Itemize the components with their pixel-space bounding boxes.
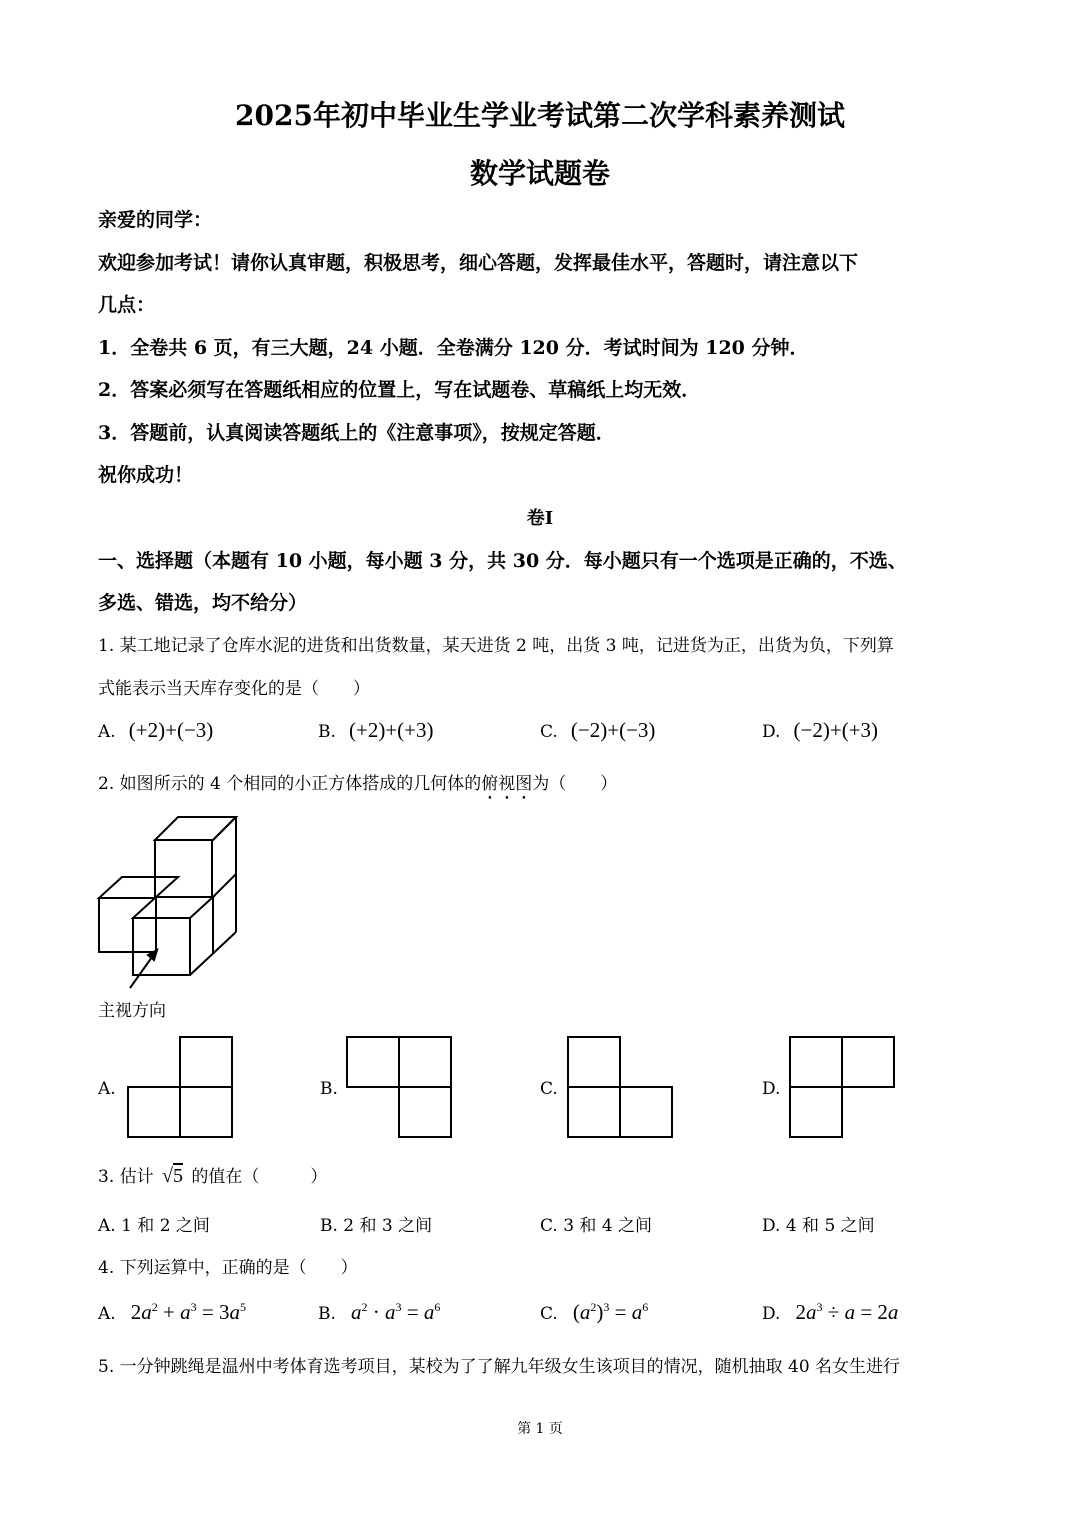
q1-option-a-expr: (+2)+(−3) — [128, 718, 214, 742]
note-3: 3．答题前，认真阅读答题纸上的《注意事项》，按规定答题． — [98, 422, 615, 444]
view-direction-caption: 主视方向 — [98, 1001, 166, 1021]
q4-option-c-expr: $(a^2)^3 = a^6$ — [572, 1300, 649, 1324]
q1-line-1: 1. 某工地记录了仓库水泥的进货和出货数量，某天进货 2 吨，出货 3 吨，记进货为正，出货为负，下列算 — [98, 636, 894, 656]
q4-option-d-expr: $2a^3 \div a = 2a$ — [795, 1300, 899, 1324]
greeting: 亲爱的同学： — [98, 209, 213, 231]
q4-option-b-label: B. — [318, 1304, 336, 1324]
q3-prefix: 3. 估计 — [98, 1167, 154, 1187]
q4-option-a-label: A. — [98, 1304, 116, 1324]
q1-option-d-label: D. — [762, 722, 781, 742]
q3-sqrt: √5 — [162, 1165, 184, 1187]
page-number: 第 1 页 — [517, 1421, 563, 1437]
q1-line-2: 式能表示当天库存变化的是（ ） — [98, 679, 370, 699]
q5-line-1: 5. 一分钟跳绳是温州中考体育选考项目，某校为了了解九年级女生该项目的情况，随机抽取 40 名女生进行 — [98, 1357, 901, 1377]
q4-option-a — [98, 1300, 246, 1325]
q4-text: 4. 下列运算中，正确的是（ ） — [98, 1258, 358, 1278]
q3-radicand: 5 — [173, 1165, 184, 1187]
q2-prefix: 2. 如图所示的 4 个相同的小正方体搭成的几何体的 — [98, 774, 482, 794]
q3-text — [98, 1162, 327, 1188]
exam-title: 2025年初中毕业生学业考试第二次学科素养测试 — [235, 99, 845, 132]
note-1: 1．全卷共 6 页，有三大题，24 小题．全卷满分 120 分．考试时间为 120 分钟． — [98, 337, 809, 359]
closing: 祝你成功！ — [98, 464, 194, 486]
q4-option-a-expr: $2a^2 + a^3 = 3a^5$ — [130, 1300, 246, 1324]
note-2: 2．答案必须写在答题纸相应的位置上，写在试题卷、草稿纸上均无效． — [98, 379, 701, 401]
q1-option-b-expr: (+2)+(+3) — [349, 718, 434, 742]
q3-option-d: D. 4 和 5 之间 — [762, 1216, 875, 1236]
q3-suffix: 的值在（ ） — [191, 1167, 328, 1187]
q4-option-b — [318, 1300, 440, 1325]
section-heading-line-2: 多选、错选，均不给分） — [98, 592, 308, 614]
q4-option-c-label: C. — [540, 1304, 558, 1324]
q4-option-c — [540, 1300, 648, 1325]
volume-label: 卷I — [526, 508, 554, 529]
q4-option-b-expr: $a^2 \cdot a^3 = a^6$ — [351, 1300, 441, 1324]
q1-option-c-expr: (−2)+(−3) — [570, 718, 656, 742]
q2-option-a-label: A. — [98, 1079, 116, 1099]
q3-option-a: A. 1 和 2 之间 — [98, 1216, 210, 1236]
q3-option-b: B. 2 和 3 之间 — [320, 1216, 433, 1236]
q2-suffix: 为（ ） — [532, 774, 618, 794]
q2-option-d-label: D. — [762, 1079, 781, 1099]
q2-option-b-label: B. — [320, 1079, 338, 1099]
q4-option-d-label: D. — [762, 1304, 781, 1324]
q1-option-c-label: C. — [540, 722, 558, 742]
q1-option-d-expr: (−2)+(+3) — [793, 718, 879, 742]
q4-option-d — [762, 1300, 898, 1325]
q2-option-c-label: C. — [540, 1079, 558, 1099]
q1-option-a-label: A. — [98, 722, 116, 742]
exam-subtitle: 数学试题卷 — [469, 157, 610, 190]
welcome-line-1: 欢迎参加考试！请你认真审题，积极思考，细心答题，发挥最佳水平，答题时，请注意以下 — [98, 252, 859, 274]
section-heading-line-1: 一、选择题（本题有 10 小题，每小题 3 分，共 30 分．每小题只有一个选项是正确的，不选、 — [98, 550, 907, 572]
q1-option-b-label: B. — [318, 722, 336, 742]
q3-option-c: C. 3 和 4 之间 — [540, 1216, 653, 1236]
q2-emphasis: 俯视图 — [481, 774, 533, 794]
welcome-line-2: 几点： — [98, 294, 156, 316]
